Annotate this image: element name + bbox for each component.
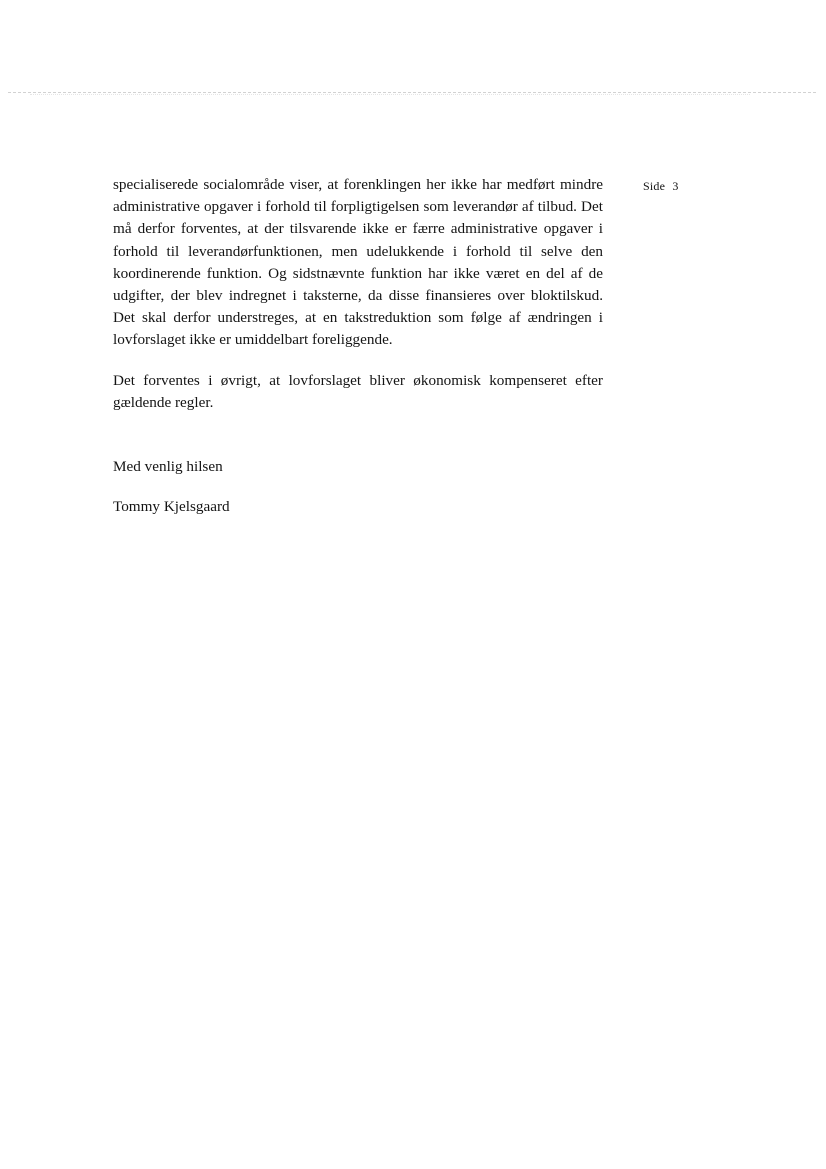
signature-name: Tommy Kjelsgaard <box>113 498 230 516</box>
page-number: Side 3 <box>643 179 679 193</box>
scan-artifact-line <box>8 92 816 93</box>
scan-artifact-line-faint <box>30 94 750 95</box>
closing-salutation: Med venlig hilsen <box>113 458 223 476</box>
body-paragraph-2: Det forventes i øvrigt, at lovforslaget bliver økonomisk kompenseret efter gældende regler. <box>113 371 603 411</box>
letter-body <box>113 174 603 518</box>
body-paragraph-1: specialiserede socialområde viser, at forenklingen her ikke har medført mindre administrative opgaver i forhold til forpligtigelsen som leverandør af tilbud. Det må derfor forventes, at der tilsvarende ikke er færre administrative opgaver i forhold til leverandørfunktionen, men udelukkende i forhold til selve den koordinerende funktion. Og sidstnævnte funktion har ikke været en del af de udgifter, der blev indregnet i taksterne, da disse finansieres over bloktilskud. Det skal derfor understreges, at en takstreduktion som følge af ændringen i lovforslaget ikke er umiddelbart foreliggende. <box>113 176 603 349</box>
